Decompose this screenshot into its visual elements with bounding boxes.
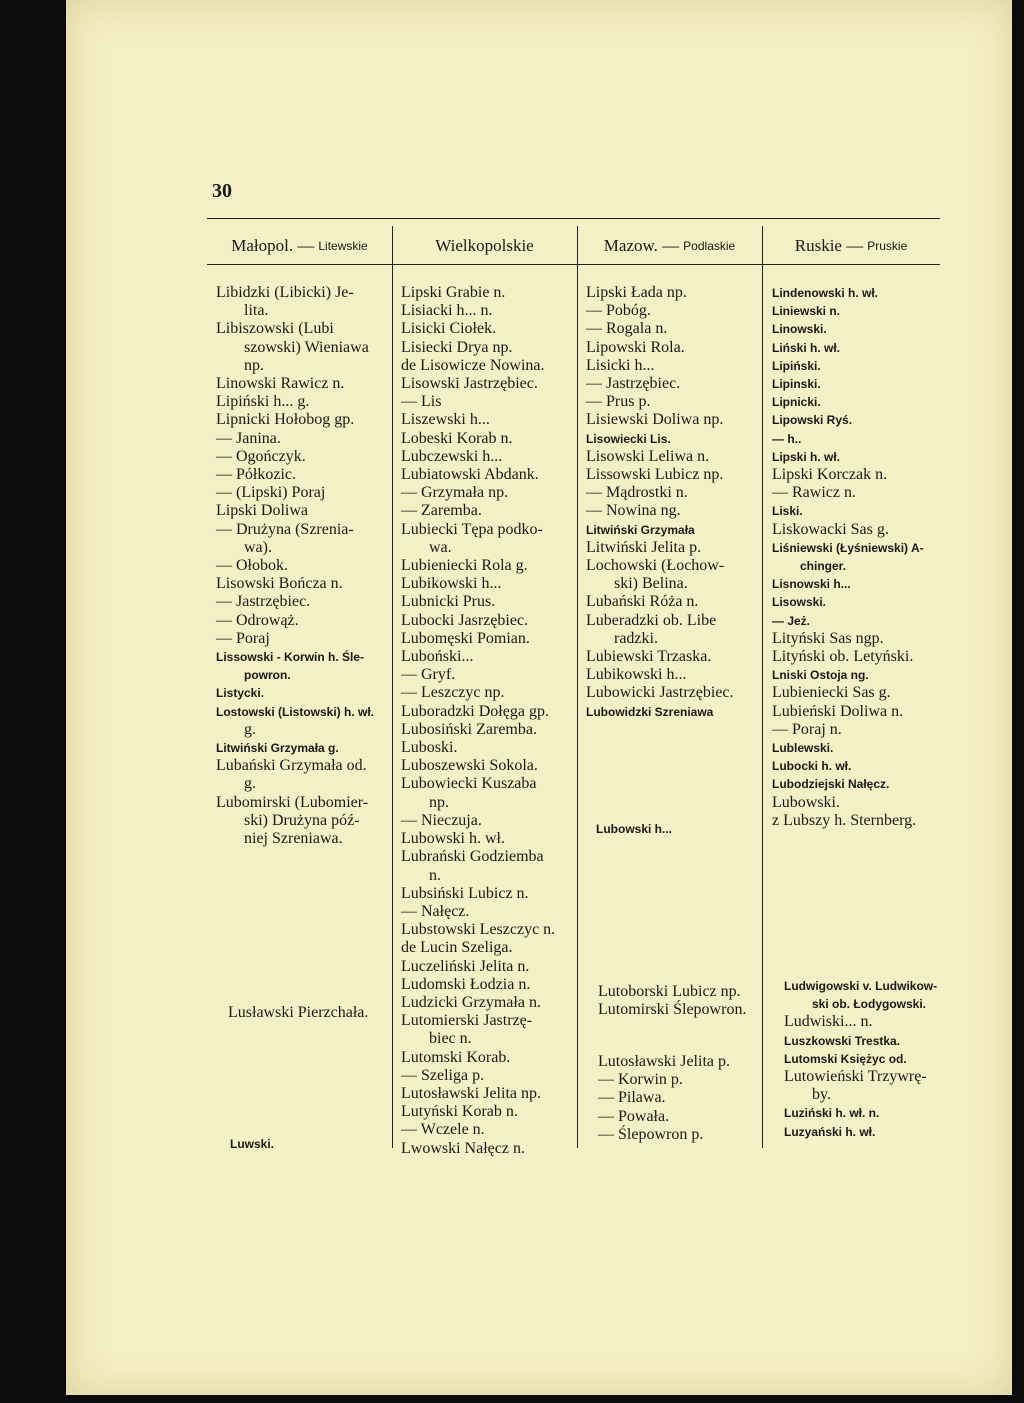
list-item: Lissowski Lubicz np. [586,466,724,484]
list-item: — Prus p. [586,393,651,411]
table-top-rule [207,218,940,219]
list-item: Lubomęski Pomian. [401,629,530,647]
list-item: — Nieczuja. [401,811,482,829]
list-item: — Zaremba. [401,502,482,520]
list-item: Lisowski Leliwa n. [586,447,710,465]
list-item: — Mądrostki n. [586,484,688,502]
column-wielkopolskie [401,284,577,1158]
header-ruskie [762,228,940,264]
list-item: — Gryf. [401,666,456,684]
list-item: Libidzki (Libicki) Je- [216,284,354,301]
header-main: Małopol. — [231,236,315,255]
list-item: Lubowiecki Kuszaba [401,775,537,793]
list-item: — Pobóg. [586,302,651,320]
list-item: Lisicki Ciołek. [401,320,497,338]
list-item: Ludwigowski v. Ludwikow- [784,979,938,993]
column-ruskie [772,284,952,830]
header-malopol [207,228,392,264]
list-item: — Nałęcz. [401,902,470,920]
list-item: Lubocki h. wł. [772,759,852,774]
list-item: Liskowacki Sas g. [772,520,889,538]
list-item: — Jastrzębiec. [216,593,311,611]
list-item: Lubodziejski Nałęcz. [772,777,890,792]
entry-luslawski: Lusławski Pierzchała. [228,1004,369,1021]
page-number: 30 [212,180,232,202]
column-divider-3 [762,226,763,1148]
list-item: Luboski. [401,739,458,757]
list-item: Lipski Doliwa [216,502,308,520]
list-item: Lutoborski Lubicz np. [598,983,741,1000]
header-sub: Pruskie [867,239,908,253]
list-item: g. [244,775,256,793]
list-item: Lipnicki Hołobog gp. [216,411,355,429]
list-item: Lobeski Korab n. [401,429,513,447]
list-item: ski) Drużyna póź- [244,811,360,829]
list-item: ski ob. Łodygowski. [812,997,927,1012]
header-mazow [577,228,762,264]
list-item: Lubieniecki Rola g. [401,557,528,575]
list-item: Lubowski. [772,793,840,811]
list-item: de Lisowicze Nowina. [401,356,545,374]
list-item: Lissowski - Korwin h. Śle- [216,650,365,665]
list-item: Lubocki Jasrzębiec. [401,611,529,629]
list-item: Luboradzki Dołęga gp. [401,702,549,720]
list-item: Liszewski h... [401,411,490,429]
header-sub: Litewskie [318,239,368,253]
column-mazow [586,284,762,721]
list-item: Lipski Korczak n. [772,466,888,484]
list-item: — Szeliga p. [401,1066,485,1084]
list-item: n. [429,866,441,884]
list-item: — Grzymała np. [401,484,509,502]
list-item: Ludzicki Grzymała n. [401,993,541,1011]
list-item: powron. [244,668,291,683]
list-item: biec n. [429,1030,472,1048]
column-mazow-lower-2 [598,1053,730,1144]
list-item: Lutosławski Jelita p. [598,1053,730,1070]
list-item: Lubomirski (Lubomier- [216,793,369,811]
list-item: Litwiński Jelita p. [586,538,702,556]
list-item: Lochowski (Łochow- [586,557,725,575]
list-item: Lubieński Doliwa n. [772,702,904,720]
column-divider-2 [577,226,578,1148]
list-item: Listycki. [216,686,265,701]
list-item: — Odrowąż. [216,611,299,629]
list-item: — Ołobok. [216,557,288,575]
list-item: z Lubszy h. Sternberg. [772,811,917,829]
list-item: — Wczele n. [401,1121,485,1139]
list-item: Lipski h. wł. [772,449,841,464]
list-item: Lisiacki h... n. [401,302,493,320]
list-item: Lipiński. [772,358,821,373]
list-item: Ludomski Łodzia n. [401,975,531,993]
list-item: Lubowicki Jastrzębiec. [586,684,734,702]
list-item: Luczeliński Jelita n. [401,957,530,975]
list-item: — (Lipski) Poraj [216,484,326,502]
list-item: Lutyński Korab n. [401,1103,518,1121]
list-item: — Nowina ng. [586,502,681,520]
header-sub: Podlaskie [683,239,736,253]
list-item: — Powała. [598,1107,670,1125]
list-item: Lubiewski Trzaska. [586,648,712,666]
list-item: Litwiński Grzymała g. [216,741,339,756]
list-item: Luberadzki ob. Libe [586,611,717,629]
list-item: Lubnicki Prus. [401,593,496,611]
header-main: Ruskie — [794,236,864,255]
list-item: Lostowski (Listowski) h. wł. [216,704,375,719]
list-item: Lubiecki Tępa podko- [401,520,543,538]
list-item: Lubieniecki Sas g. [772,684,891,702]
list-item: by. [812,1086,831,1104]
list-item: — Jeż. [772,613,811,628]
list-item: Luboński... [401,648,474,666]
list-item: niej Szreniawa. [244,830,343,848]
header-main: Wielkopolskie [435,236,534,255]
list-item: — Janina. [216,429,281,447]
list-item: Lniski Ostoja ng. [772,668,869,683]
list-item: Lutowieński Trzywrę- [784,1068,927,1086]
list-item: — Półkozic. [216,466,296,484]
list-item: np. [244,356,264,374]
list-item: Linowski Rawicz n. [216,375,345,393]
list-item: Lipski Grabie n. [401,284,506,301]
list-item: Lisowski Jastrzębiec. [401,375,538,393]
column-divider-1 [392,226,393,1148]
list-item: Lubstowski Leszczyc n. [401,921,556,939]
list-item: radzki. [614,629,658,647]
list-item: Lutomski Księżyc od. [784,1051,907,1066]
list-item: — Poraj [216,629,270,647]
list-item: — Rogala n. [586,320,668,338]
list-item: Luboszewski Sokola. [401,757,538,775]
list-item: Lubikowski h... [586,666,687,684]
list-item: Lubsiński Lubicz n. [401,884,529,902]
column-mazow-lower-1 [598,983,746,1019]
list-item: Lipnicki. [772,395,821,410]
list-item: chinger. [800,559,847,574]
list-item: Linowski. [772,322,827,337]
header-bottom-rule [207,264,940,265]
entry-luwski: Luwski. [230,1137,275,1151]
list-item: — h.. [772,431,802,446]
list-item: Lubosiński Zaremba. [401,720,537,738]
list-item: — Pilawa. [598,1089,666,1107]
list-item: Lisowski Bończa n. [216,575,343,593]
list-item: Lubowski h. wł. [401,830,505,848]
header-wielkopolskie [392,228,577,264]
list-item: Liski. [772,504,803,519]
list-item: Lubrański Godziemba [401,848,544,866]
list-item: Lubikowski h... [401,575,502,593]
list-item: Lutomski Korab. [401,1048,511,1066]
list-item: Lisicki h... [586,356,655,374]
list-item: Lityński ob. Letyński. [772,648,914,666]
list-item: Lipowski Rola. [586,338,685,356]
list-item: Libiszowski (Lubi [216,320,334,338]
list-item: Liński h. wł. [772,340,841,355]
list-item: wa). [244,538,272,556]
list-item: Liniewski n. [772,304,841,319]
list-item: Lipowski Ryś. [772,413,853,428]
list-item: Luzyański h. wł. [784,1124,876,1139]
list-item: — Ogończyk. [216,447,306,465]
list-item: Luziński h. wł. n. [784,1106,880,1121]
list-item: — Lis [401,393,442,411]
list-item: Lipinski. [772,377,821,392]
list-item: Lindenowski h. wł. [772,286,879,300]
list-item: Lutomirski Ślepowron. [598,1001,747,1019]
column-ruskie-lower [784,977,937,1141]
list-item: Lisiecki Drya np. [401,338,513,356]
list-item: — Jastrzębiec. [586,375,681,393]
list-item: Lisowski. [772,595,827,610]
list-item: g. [244,720,256,738]
list-item: — Poraj n. [772,720,842,738]
list-item: Lipiński h... g. [216,393,310,411]
list-item: Lublewski. [772,741,834,756]
list-item: Liśniewski (Łyśniewski) A- [772,540,924,555]
list-item: — Korwin p. [598,1071,683,1089]
list-item: wa. [429,538,452,556]
list-item: ski) Belina. [614,575,688,593]
list-item: Lubański Róża n. [586,593,699,611]
header-main: Mazow. — [603,236,680,255]
list-item: Lityński Sas ngp. [772,629,884,647]
list-item: Lipski Łada np. [586,284,687,301]
list-item: Lubowidzki Szreniawa [586,704,714,719]
list-item: — Leszczyc np. [401,684,505,702]
entry-lubowski: Lubowski h... [596,822,673,836]
list-item: Lubczewski h... [401,447,503,465]
list-item: szowski) Wieniawa [244,338,369,356]
list-item: lita. [244,302,269,320]
list-item: Lubański Grzymała od. [216,757,367,775]
list-item: Lwowski Nałęcz n. [401,1139,525,1157]
list-item: np. [429,793,449,811]
list-item: Litwiński Grzymała [586,522,695,537]
list-item: Lisowiecki Lis. [586,431,671,446]
list-item: — Drużyna (Szrenia- [216,520,354,538]
list-item: Lutosławski Jelita np. [401,1084,541,1102]
list-item: — Ślepowron p. [598,1125,704,1143]
list-item: Lutomierski Jastrzę- [401,1012,533,1030]
list-item: — Rawicz n. [772,484,856,502]
list-item: Luszkowski Trestka. [784,1033,901,1048]
column-malopol [216,284,390,848]
list-item: Lisiewski Doliwa np. [586,411,724,429]
list-item: Ludwiski... n. [784,1013,873,1031]
list-item: Lubiatowski Abdank. [401,466,539,484]
list-item: de Lucin Szeliga. [401,939,513,957]
list-item: Lisnowski h... [772,577,851,592]
